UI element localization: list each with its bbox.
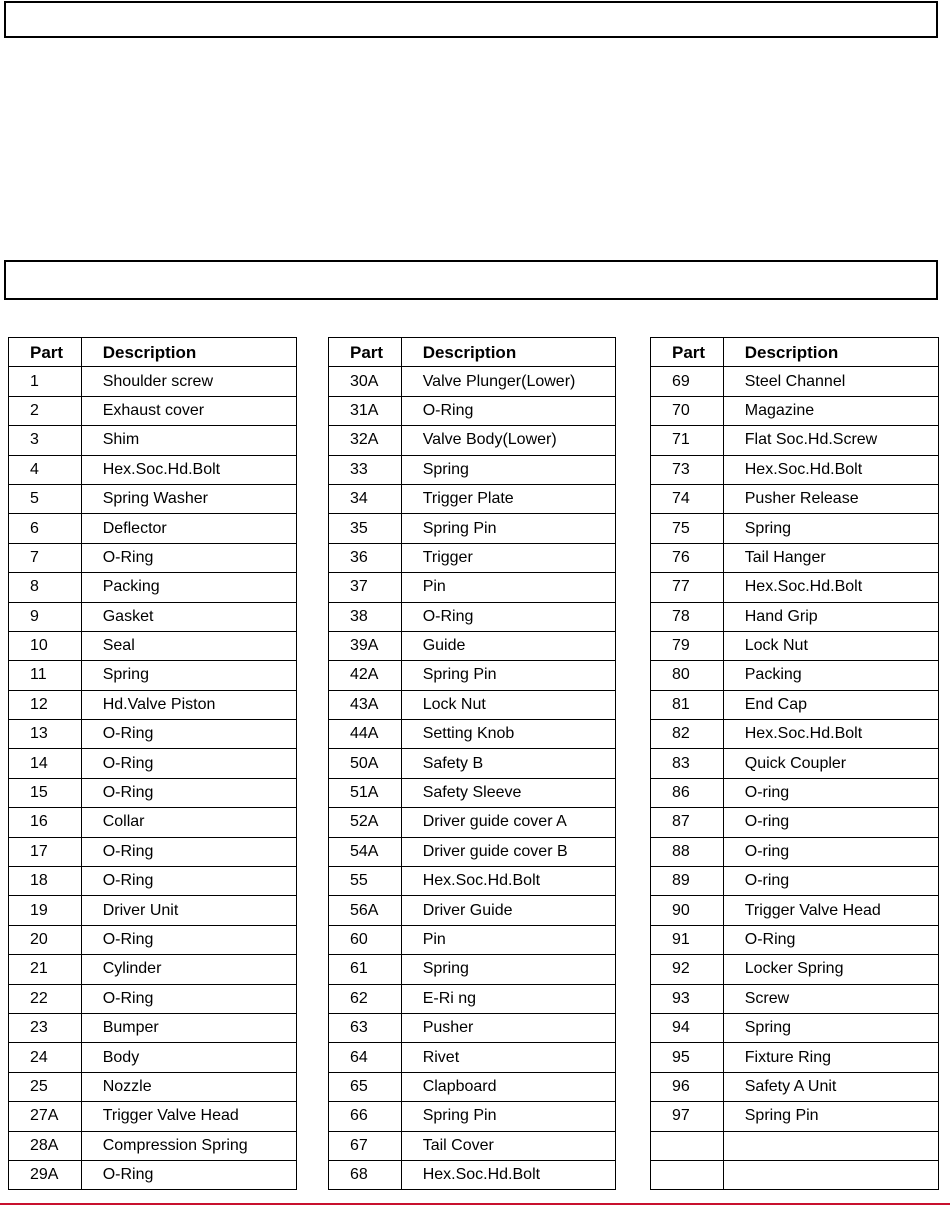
table-row xyxy=(651,631,939,660)
part-number-cell: 97 xyxy=(651,1102,724,1131)
table-row xyxy=(9,1160,297,1189)
table-row xyxy=(329,808,616,837)
table-row xyxy=(651,426,939,455)
part-number-cell: 74 xyxy=(651,484,724,513)
description-cell: Trigger xyxy=(401,543,615,572)
table-row xyxy=(651,1131,939,1160)
part-number-cell: 62 xyxy=(329,984,402,1013)
table-row xyxy=(651,808,939,837)
part-number-cell: 89 xyxy=(651,867,724,896)
description-cell: Pusher xyxy=(401,1013,615,1042)
description-cell: O-ring xyxy=(723,867,938,896)
part-number-cell: 60 xyxy=(329,925,402,954)
header-description: Description xyxy=(81,338,296,367)
table-row xyxy=(9,808,297,837)
description-cell: Spring Washer xyxy=(81,484,296,513)
part-number-cell: 55 xyxy=(329,867,402,896)
description-cell: Spring Pin xyxy=(723,1102,938,1131)
description-cell: Trigger Valve Head xyxy=(723,896,938,925)
table-row xyxy=(651,543,939,572)
table-row xyxy=(651,984,939,1013)
table-row xyxy=(329,1131,616,1160)
part-number-cell: 44A xyxy=(329,720,402,749)
table-row xyxy=(9,867,297,896)
description-cell: Deflector xyxy=(81,514,296,543)
description-cell: Clapboard xyxy=(401,1072,615,1101)
table-row xyxy=(651,396,939,425)
table-row xyxy=(329,484,616,513)
part-number-cell: 7 xyxy=(9,543,82,572)
part-number-cell: 32A xyxy=(329,426,402,455)
part-number-cell: 21 xyxy=(9,955,82,984)
description-cell: O-ring xyxy=(723,837,938,866)
description-cell: Driver Guide xyxy=(401,896,615,925)
part-number-cell xyxy=(651,1160,724,1189)
description-cell: Trigger Plate xyxy=(401,484,615,513)
table-row xyxy=(651,1102,939,1131)
table-row xyxy=(329,455,616,484)
part-number-cell: 76 xyxy=(651,543,724,572)
description-cell: Pin xyxy=(401,925,615,954)
table-row xyxy=(9,778,297,807)
table-header-row xyxy=(9,338,297,367)
part-number-cell: 4 xyxy=(9,455,82,484)
description-cell: Packing xyxy=(81,573,296,602)
table-row xyxy=(651,896,939,925)
table-row xyxy=(9,837,297,866)
table-row xyxy=(651,1072,939,1101)
part-number-cell: 38 xyxy=(329,602,402,631)
description-cell: Valve Plunger(Lower) xyxy=(401,367,615,396)
table-row xyxy=(651,690,939,719)
table-row xyxy=(651,514,939,543)
part-number-cell: 16 xyxy=(9,808,82,837)
part-number-cell: 19 xyxy=(9,896,82,925)
table-row xyxy=(9,484,297,513)
table-row xyxy=(9,720,297,749)
part-number-cell: 23 xyxy=(9,1013,82,1042)
description-cell: O-Ring xyxy=(81,925,296,954)
part-number-cell: 9 xyxy=(9,602,82,631)
parts-table-2 xyxy=(328,337,616,1190)
part-number-cell: 81 xyxy=(651,690,724,719)
description-cell: Spring xyxy=(723,514,938,543)
description-cell: Locker Spring xyxy=(723,955,938,984)
part-number-cell: 79 xyxy=(651,631,724,660)
header-part: Part xyxy=(329,338,402,367)
part-number-cell: 66 xyxy=(329,1102,402,1131)
description-cell: Nozzle xyxy=(81,1072,296,1101)
description-cell: End Cap xyxy=(723,690,938,719)
description-cell: Flat Soc.Hd.Screw xyxy=(723,426,938,455)
part-number-cell: 20 xyxy=(9,925,82,954)
part-number-cell: 92 xyxy=(651,955,724,984)
table-header-row xyxy=(329,338,616,367)
part-number-cell: 70 xyxy=(651,396,724,425)
description-cell: Hex.Soc.Hd.Bolt xyxy=(723,573,938,602)
part-number-cell: 11 xyxy=(9,661,82,690)
description-cell: Screw xyxy=(723,984,938,1013)
part-number-cell: 29A xyxy=(9,1160,82,1189)
table-row xyxy=(329,367,616,396)
description-cell: Hex.Soc.Hd.Bolt xyxy=(401,867,615,896)
table-row xyxy=(651,484,939,513)
description-cell: Hex.Soc.Hd.Bolt xyxy=(81,455,296,484)
table-row xyxy=(9,602,297,631)
table-row xyxy=(9,1072,297,1101)
description-cell: O-ring xyxy=(723,808,938,837)
part-number-cell: 43A xyxy=(329,690,402,719)
description-cell: Lock Nut xyxy=(723,631,938,660)
part-number-cell: 35 xyxy=(329,514,402,543)
part-number-cell: 61 xyxy=(329,955,402,984)
table-row xyxy=(9,573,297,602)
description-cell: Rivet xyxy=(401,1043,615,1072)
footer-rule xyxy=(0,1203,950,1205)
table-row xyxy=(9,543,297,572)
table-row xyxy=(329,661,616,690)
description-cell: O-Ring xyxy=(401,396,615,425)
description-cell: O-Ring xyxy=(81,720,296,749)
description-cell: Spring xyxy=(81,661,296,690)
table-row xyxy=(651,867,939,896)
table-row xyxy=(329,602,616,631)
table-row xyxy=(329,631,616,660)
part-number-cell: 54A xyxy=(329,837,402,866)
table-row xyxy=(651,720,939,749)
description-cell: Pusher Release xyxy=(723,484,938,513)
header-box-section xyxy=(4,260,938,300)
table-row xyxy=(9,984,297,1013)
description-cell: E-Ri ng xyxy=(401,984,615,1013)
part-number-cell: 93 xyxy=(651,984,724,1013)
part-number-cell: 50A xyxy=(329,749,402,778)
table-row xyxy=(651,778,939,807)
part-number-cell: 71 xyxy=(651,426,724,455)
description-cell: Hex.Soc.Hd.Bolt xyxy=(723,455,938,484)
table-row xyxy=(651,837,939,866)
table-row xyxy=(651,925,939,954)
description-cell: Body xyxy=(81,1043,296,1072)
part-number-cell: 69 xyxy=(651,367,724,396)
table-row xyxy=(651,1043,939,1072)
table-row xyxy=(329,1160,616,1189)
description-cell: Fixture Ring xyxy=(723,1043,938,1072)
part-number-cell: 34 xyxy=(329,484,402,513)
table-row xyxy=(651,455,939,484)
description-cell: Safety Sleeve xyxy=(401,778,615,807)
description-cell: Pin xyxy=(401,573,615,602)
part-number-cell: 65 xyxy=(329,1072,402,1101)
description-cell: O-Ring xyxy=(723,925,938,954)
table-row xyxy=(651,661,939,690)
part-number-cell: 3 xyxy=(9,426,82,455)
table-row xyxy=(329,749,616,778)
description-cell: Magazine xyxy=(723,396,938,425)
table-row xyxy=(9,396,297,425)
table-row xyxy=(329,690,616,719)
table-row xyxy=(9,426,297,455)
table-row xyxy=(9,661,297,690)
description-cell: Spring Pin xyxy=(401,661,615,690)
description-cell: Packing xyxy=(723,661,938,690)
description-cell: Guide xyxy=(401,631,615,660)
table-row xyxy=(329,1072,616,1101)
part-number-cell: 91 xyxy=(651,925,724,954)
table-row xyxy=(329,1043,616,1072)
table-row xyxy=(9,955,297,984)
part-number-cell: 17 xyxy=(9,837,82,866)
table-row xyxy=(651,749,939,778)
description-cell: Driver Unit xyxy=(81,896,296,925)
table-row xyxy=(9,1102,297,1131)
description-cell: O-Ring xyxy=(81,867,296,896)
table-row xyxy=(329,867,616,896)
header-description: Description xyxy=(401,338,615,367)
table-row xyxy=(9,1043,297,1072)
parts-table-1 xyxy=(8,337,297,1190)
part-number-cell: 25 xyxy=(9,1072,82,1101)
table-row xyxy=(329,396,616,425)
part-number-cell: 73 xyxy=(651,455,724,484)
table-row xyxy=(329,720,616,749)
table-row xyxy=(9,749,297,778)
table-row xyxy=(329,1102,616,1131)
table-row xyxy=(9,1013,297,1042)
part-number-cell: 1 xyxy=(9,367,82,396)
table-row xyxy=(651,602,939,631)
description-cell: O-ring xyxy=(723,778,938,807)
table-row xyxy=(9,690,297,719)
description-cell xyxy=(723,1160,938,1189)
part-number-cell: 68 xyxy=(329,1160,402,1189)
part-number-cell: 33 xyxy=(329,455,402,484)
table-row xyxy=(651,367,939,396)
description-cell: Quick Coupler xyxy=(723,749,938,778)
part-number-cell: 82 xyxy=(651,720,724,749)
table-row xyxy=(9,925,297,954)
table-row xyxy=(9,514,297,543)
part-number-cell: 88 xyxy=(651,837,724,866)
description-cell: Spring Pin xyxy=(401,1102,615,1131)
part-number-cell: 87 xyxy=(651,808,724,837)
part-number-cell: 94 xyxy=(651,1013,724,1042)
part-number-cell: 37 xyxy=(329,573,402,602)
part-number-cell: 52A xyxy=(329,808,402,837)
description-cell: Setting Knob xyxy=(401,720,615,749)
description-cell: O-Ring xyxy=(81,749,296,778)
part-number-cell: 24 xyxy=(9,1043,82,1072)
description-cell: Trigger Valve Head xyxy=(81,1102,296,1131)
part-number-cell: 27A xyxy=(9,1102,82,1131)
part-number-cell: 95 xyxy=(651,1043,724,1072)
part-number-cell: 10 xyxy=(9,631,82,660)
description-cell: Hd.Valve Piston xyxy=(81,690,296,719)
table-row xyxy=(329,1013,616,1042)
table-header-row xyxy=(651,338,939,367)
description-cell: Seal xyxy=(81,631,296,660)
part-number-cell: 96 xyxy=(651,1072,724,1101)
part-number-cell: 63 xyxy=(329,1013,402,1042)
description-cell: Spring xyxy=(401,955,615,984)
part-number-cell: 56A xyxy=(329,896,402,925)
table-row xyxy=(329,543,616,572)
table-row xyxy=(9,367,297,396)
part-number-cell: 75 xyxy=(651,514,724,543)
part-number-cell: 42A xyxy=(329,661,402,690)
description-cell: Steel Channel xyxy=(723,367,938,396)
header-part: Part xyxy=(9,338,82,367)
description-cell: O-Ring xyxy=(81,984,296,1013)
description-cell: Shoulder screw xyxy=(81,367,296,396)
part-number-cell: 77 xyxy=(651,573,724,602)
description-cell: Driver guide cover B xyxy=(401,837,615,866)
part-number-cell: 28A xyxy=(9,1131,82,1160)
part-number-cell: 5 xyxy=(9,484,82,513)
description-cell: Spring Pin xyxy=(401,514,615,543)
part-number-cell: 22 xyxy=(9,984,82,1013)
description-cell: Safety A Unit xyxy=(723,1072,938,1101)
parts-table-3 xyxy=(650,337,939,1190)
description-cell: O-Ring xyxy=(81,1160,296,1189)
part-number-cell: 51A xyxy=(329,778,402,807)
description-cell: Spring xyxy=(723,1013,938,1042)
description-cell: Tail Hanger xyxy=(723,543,938,572)
part-number-cell: 39A xyxy=(329,631,402,660)
part-number-cell: 67 xyxy=(329,1131,402,1160)
part-number-cell: 12 xyxy=(9,690,82,719)
part-number-cell: 6 xyxy=(9,514,82,543)
description-cell: Spring xyxy=(401,455,615,484)
description-cell: Driver guide cover A xyxy=(401,808,615,837)
table-row xyxy=(329,514,616,543)
table-row xyxy=(651,1160,939,1189)
part-number-cell: 13 xyxy=(9,720,82,749)
header-box-top xyxy=(4,1,938,38)
part-number-cell: 86 xyxy=(651,778,724,807)
description-cell: Bumper xyxy=(81,1013,296,1042)
table-row xyxy=(329,837,616,866)
table-row xyxy=(651,573,939,602)
description-cell: Shim xyxy=(81,426,296,455)
description-cell: Valve Body(Lower) xyxy=(401,426,615,455)
description-cell: Tail Cover xyxy=(401,1131,615,1160)
table-row xyxy=(651,955,939,984)
part-number-cell: 15 xyxy=(9,778,82,807)
description-cell: Gasket xyxy=(81,602,296,631)
description-cell: Hand Grip xyxy=(723,602,938,631)
description-cell: O-Ring xyxy=(81,778,296,807)
table-row xyxy=(9,896,297,925)
description-cell: O-Ring xyxy=(401,602,615,631)
part-number-cell: 31A xyxy=(329,396,402,425)
description-cell: O-Ring xyxy=(81,837,296,866)
description-cell: Hex.Soc.Hd.Bolt xyxy=(723,720,938,749)
table-row xyxy=(329,984,616,1013)
part-number-cell: 30A xyxy=(329,367,402,396)
header-part: Part xyxy=(651,338,724,367)
table-row xyxy=(329,426,616,455)
part-number-cell: 18 xyxy=(9,867,82,896)
description-cell xyxy=(723,1131,938,1160)
table-row xyxy=(329,925,616,954)
part-number-cell: 78 xyxy=(651,602,724,631)
description-cell: Cylinder xyxy=(81,955,296,984)
description-cell: Compression Spring xyxy=(81,1131,296,1160)
table-row xyxy=(329,896,616,925)
part-number-cell: 90 xyxy=(651,896,724,925)
table-row xyxy=(651,1013,939,1042)
part-number-cell: 36 xyxy=(329,543,402,572)
part-number-cell: 2 xyxy=(9,396,82,425)
description-cell: Safety B xyxy=(401,749,615,778)
part-number-cell xyxy=(651,1131,724,1160)
table-row xyxy=(329,573,616,602)
part-number-cell: 14 xyxy=(9,749,82,778)
table-row xyxy=(9,1131,297,1160)
part-number-cell: 83 xyxy=(651,749,724,778)
table-row xyxy=(329,778,616,807)
table-row xyxy=(329,955,616,984)
header-description: Description xyxy=(723,338,938,367)
description-cell: Lock Nut xyxy=(401,690,615,719)
description-cell: O-Ring xyxy=(81,543,296,572)
description-cell: Collar xyxy=(81,808,296,837)
part-number-cell: 64 xyxy=(329,1043,402,1072)
part-number-cell: 80 xyxy=(651,661,724,690)
part-number-cell: 8 xyxy=(9,573,82,602)
description-cell: Exhaust cover xyxy=(81,396,296,425)
description-cell: Hex.Soc.Hd.Bolt xyxy=(401,1160,615,1189)
table-row xyxy=(9,455,297,484)
table-row xyxy=(9,631,297,660)
